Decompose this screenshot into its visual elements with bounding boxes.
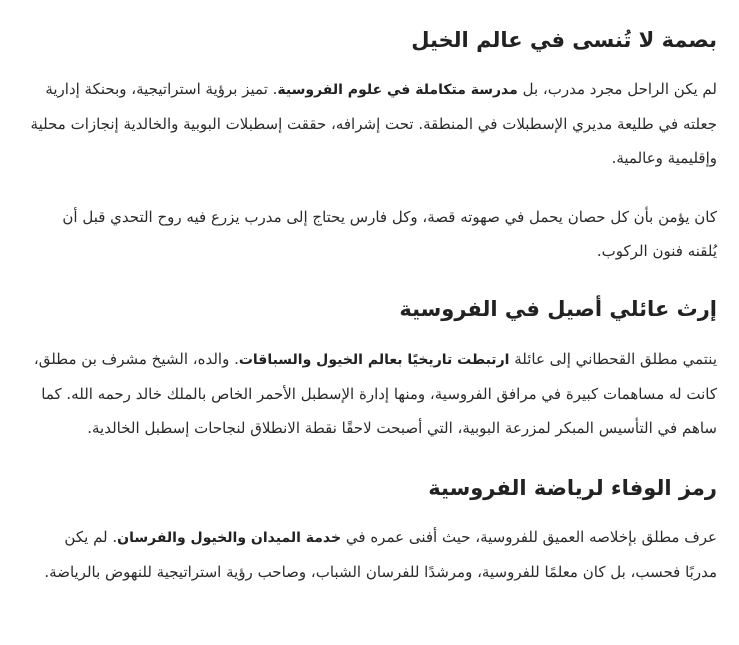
section-heading-family-heritage: إرث عائلي أصيل في الفروسية [399, 297, 717, 321]
paragraph-coach-intro [30, 72, 717, 175]
section-heading-loyalty: رمز الوفاء لرياضة الفروسية [428, 476, 717, 500]
section-heading-legacy: بصمة لا تُنسى في عالم الخيل [411, 28, 717, 52]
paragraph-text: . والده، الشيخ مشرف بن مطلق، كانت له مساهمات كبيرة في مرافق الفروسية، ومنها إدارة الإسطبل الأحمر الخاص بالملك خالد رحمه الله. كما ساهم في التأسيس المبكر لمزرعة البوبية، التي أصبحت لاحقًا نقطة الانطلاق لنجاحات إسطبل الخالدية. [33, 350, 717, 437]
paragraph-family-history [30, 342, 717, 445]
bold-phrase: ارتبطت تاريخيًا بعالم الخيول والسباقات [238, 352, 510, 368]
paragraph-text: ينتمي مطلق القحطاني إلى عائلة [509, 350, 717, 368]
paragraph-text: عرف مطلق بإخلاصه العميق للفروسية، حيث أفنى عمره في [341, 528, 717, 546]
paragraph-coach-belief: كان يؤمن بأن كل حصان يحمل في صهوته قصة، وكل فارس يحتاج إلى مدرب يزرع فيه روح التحدي قبل أن يُلقنه فنون الركوب. [62, 208, 717, 260]
paragraph-text: لم يكن الراحل مجرد مدرب، بل [517, 80, 717, 98]
paragraph-loyalty [30, 520, 717, 589]
bold-phrase: مدرسة متكاملة في علوم الفروسية [277, 82, 518, 98]
bold-phrase: خدمة الميدان والخيول والفرسان [117, 530, 342, 546]
paragraph-text: . تميز برؤية استراتيجية، وبحنكة إدارية جعلته في طليعة مديري الإسطبلات في المنطقة. تحت إشرافه، حققت إسطبلات البوبية والخالدية إنجازات محلية وإقليمية وعالمية. [30, 80, 717, 167]
paragraph-text: . لم يكن مدربًا فحسب، بل كان معلمًا للفروسية، ومرشدًا للفرسان الشباب، وصاحب رؤية استراتيجية للنهوض بالرياضة. [44, 528, 717, 581]
